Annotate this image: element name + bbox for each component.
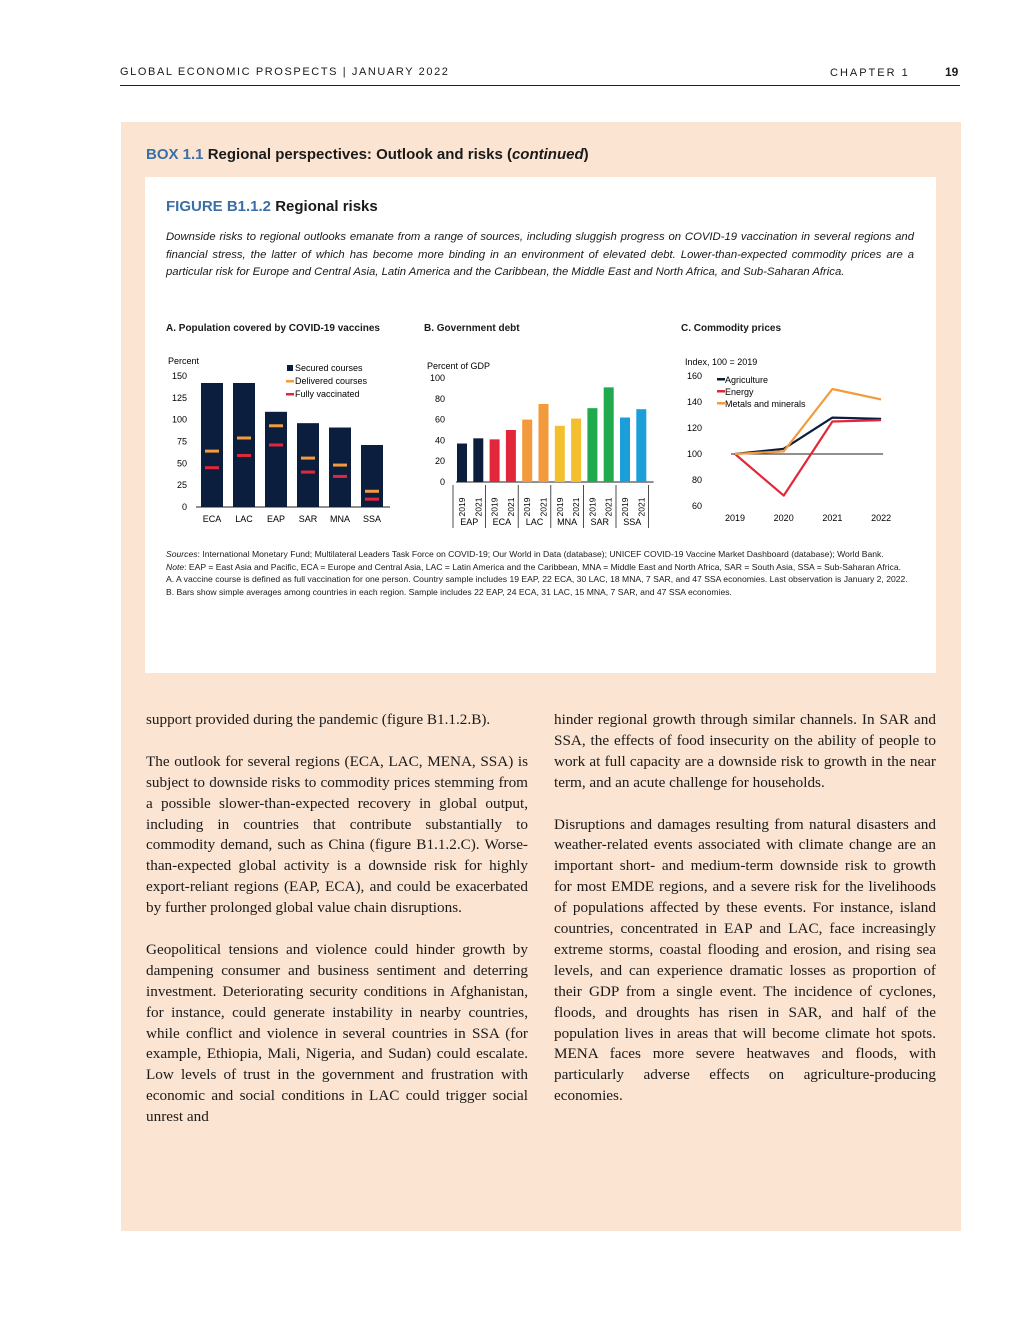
- x-tick-label: 2022: [871, 513, 892, 523]
- chapter-label: CHAPTER 1: [830, 67, 910, 79]
- bar-eca-2019: [490, 439, 500, 482]
- legend-swatch: [287, 365, 293, 371]
- x-tick-label: 2020: [773, 513, 794, 523]
- legend-swatch: [286, 380, 294, 383]
- chart-c: [680, 352, 920, 532]
- y-tick-label: 125: [171, 392, 187, 403]
- box-title-text: Regional perspectives: Outlook and risks (: [207, 146, 512, 163]
- legend-label: Energy: [725, 387, 754, 397]
- box-title: [146, 146, 589, 163]
- marker-delivered-sar: [301, 457, 315, 460]
- marker-vaccinated-sar: [301, 471, 315, 474]
- header-rule: [120, 85, 960, 86]
- chart-a-title: A. Population covered by COVID-19 vaccines: [166, 323, 380, 334]
- group-label: ECA: [492, 517, 512, 527]
- chart-b-y-label: Percent of GDP: [427, 361, 491, 371]
- marker-vaccinated-eca: [205, 466, 219, 469]
- y-tick-label: 100: [171, 414, 187, 425]
- sources-label: Sources: [166, 549, 198, 559]
- notes-b: B. Bars show simple averages among countries in each region. Sample includes 22 EAP, 24 ECA, 31 LAC, 15 MNA, 7 SAR, and 47 SSA economies.: [166, 587, 732, 598]
- sources-text: : International Monetary Fund; Multilateral Leaders Task Force on COVID-19; Our World in Data (database); UNICEF COVID-19 Vaccine Market Dashboard (database); World Bank.: [197, 549, 884, 559]
- x-tick-label: EAP: [266, 514, 286, 524]
- chart-a: [160, 352, 400, 532]
- body-paragraph: Geopolitical tensions and violence could hinder growth by dampening consumer and business sentiment and deterring investment. Deteriorating security conditions in Afghanistan, for instance, could generate instability in nearby countries, while conflict and violence in several countries in SSA (for example, Ethiopia, Mali, Nigeria, and Sudan) could escalate. Low levels of trust in the government and frustration with economic and social conditions in LAC could trigger social unrest and: [146, 940, 528, 1126]
- marker-vaccinated-eap: [269, 443, 283, 446]
- x-tick-label: 2019: [587, 497, 598, 517]
- figure-title: [166, 198, 378, 215]
- marker-delivered-eap: [269, 424, 283, 427]
- bar-ssa-2019: [620, 418, 630, 482]
- line-agriculture: [735, 418, 881, 454]
- figure-notes: [166, 548, 914, 599]
- notes-sources: [166, 548, 914, 561]
- x-tick-label: 2021: [822, 513, 843, 523]
- body-column-right: [554, 710, 936, 1128]
- y-tick-label: 0: [181, 502, 187, 512]
- y-tick-label: 20: [434, 456, 445, 467]
- body-paragraph: The outlook for several regions (ECA, LAC, MENA, SSA) is subject to downside risks to commodity prices stemming from a possible slower-than-expected recovery in global output, including in countries that contribute substantially to commodity demand, such as China (figure B1.1.2.C). Worse-than-expected global activity is a downside risk for highly export-reliant regions (EAP, ECA), and could be exacerbated by further prolonged global value chain disruptions.: [146, 752, 528, 917]
- y-tick-label: 140: [686, 397, 702, 407]
- figure-description: Downside risks to regional outlooks emanate from a range of sources, including sluggish progress on COVID-19 vaccination in several regions and financial stress, the latter of which has become more binding in an environment of elevated debt. Lower-than-expected commodity prices are a particular risk for Europe and Central Asia, Latin America and the Caribbean, the Middle East and North Africa, and Sub-Saharan Africa.: [166, 231, 914, 278]
- bar-ssa-2021: [636, 409, 646, 482]
- y-tick-label: 50: [176, 458, 187, 469]
- y-tick-label: 100: [429, 373, 445, 383]
- marker-vaccinated-ssa: [365, 498, 379, 501]
- body-paragraph: hinder regional growth through similar channels. In SAR and SSA, the effects of food insecurity on the ability of people to work at full capacity are a downside risk to growth in the near term, and an acute challenge for households.: [554, 711, 936, 791]
- body-paragraph: Disruptions and damages resulting from natural disasters and weather-related events associated with climate change are an important short- and medium-term downside risk to growth for most EMDE regions, and a severe risk for the livelihoods of populations affected by these events. For instance, island countries, concentrated in EAP and LAC, face increasingly extreme storms, coastal flooding and erosion, and rising sea levels, and can experience dramatic losses as proportion of their GDP from a single event. The incidence of cyclones, floods, and droughts has risen in SAR, and half of the population lives in areas that will become climate hot spots. MENA faces more severe heatwaves and floods, with particularly adverse effects on agriculture-producing economies.: [554, 815, 936, 1105]
- x-tick-label: MNA: [330, 514, 350, 524]
- note-label: Note: [166, 561, 185, 572]
- x-tick-label: 2021: [603, 497, 614, 517]
- y-tick-label: 25: [176, 480, 187, 491]
- group-label: SSA: [623, 517, 642, 527]
- legend-label: Metals and minerals: [725, 399, 806, 409]
- box-number: BOX 1.1: [146, 146, 204, 163]
- chart-b: [420, 352, 660, 537]
- group-label: MNA: [557, 517, 578, 527]
- chart-c-title: C. Commodity prices: [681, 323, 782, 334]
- x-tick-label: 2019: [620, 497, 630, 517]
- note-text: : EAP = East Asia and Pacific, ECA = Europe and Central Asia, LAC = Latin America and the Caribbean, MNA = Middle East and North Africa, SAR = South Asia, SSA = Sub-Saharan Africa.: [184, 561, 902, 572]
- box-title-close: ): [583, 146, 589, 163]
- bar-mna-2021: [571, 419, 581, 482]
- marker-delivered-lac: [237, 437, 251, 440]
- y-tick-label: 100: [686, 449, 702, 459]
- marker-delivered-ssa: [365, 490, 379, 493]
- legend-label: Secured courses: [295, 363, 363, 373]
- y-tick-label: 75: [176, 436, 187, 447]
- y-tick-label: 80: [691, 475, 702, 485]
- chart-a-y-label: Percent: [168, 356, 200, 366]
- x-tick-label: 2019: [457, 497, 467, 517]
- marker-delivered-eca: [205, 450, 219, 453]
- legend-swatch: [717, 390, 725, 393]
- y-tick-label: 150: [171, 371, 187, 381]
- box-title-italic: continued: [511, 146, 584, 163]
- x-tick-label: 2019: [522, 497, 533, 517]
- legend-swatch: [717, 402, 725, 405]
- y-tick-label: 160: [686, 371, 702, 381]
- x-tick-label: 2021: [538, 497, 549, 517]
- bar-sar-2019: [587, 408, 597, 482]
- x-tick-label: 2021: [505, 497, 516, 517]
- line-energy: [735, 420, 881, 495]
- x-tick-label: 2019: [554, 497, 565, 517]
- group-label: SAR: [590, 517, 609, 527]
- bar-eap-2021: [473, 438, 483, 482]
- x-tick-label: 2021: [571, 497, 582, 517]
- bar-mna-2019: [555, 426, 565, 482]
- bar-sar-2021: [604, 387, 614, 482]
- legend-label: Fully vaccinated: [295, 389, 360, 399]
- x-tick-label: LAC: [235, 514, 253, 524]
- y-tick-label: 80: [434, 393, 445, 404]
- x-tick-label: 2021: [636, 497, 647, 517]
- bar-secured-sar: [297, 423, 319, 507]
- body-paragraph: support provided during the pandemic (figure B1.1.2.B).: [146, 711, 491, 728]
- body-column-left: [146, 710, 528, 1149]
- chart-b-title: B. Government debt: [424, 323, 520, 334]
- marker-delivered-mna: [333, 464, 347, 467]
- group-label: EAP: [460, 517, 479, 527]
- y-tick-label: 40: [434, 435, 445, 446]
- bar-secured-lac: [233, 383, 255, 507]
- marker-vaccinated-lac: [237, 454, 251, 457]
- legend-label: Agriculture: [725, 375, 769, 385]
- bar-lac-2019: [522, 420, 532, 482]
- x-tick-label: 2019: [489, 497, 500, 517]
- running-header: GLOBAL ECONOMIC PROSPECTS | JANUARY 2022: [120, 66, 450, 78]
- x-tick-label: SSA: [362, 514, 382, 524]
- figure-title-text: Regional risks: [275, 198, 378, 215]
- bar-secured-eca: [201, 383, 223, 507]
- legend-swatch: [717, 378, 725, 381]
- bar-lac-2021: [539, 404, 549, 482]
- group-label: LAC: [525, 517, 544, 527]
- chart-c-y-label: Index, 100 = 2019: [685, 357, 758, 367]
- bar-eap-2019: [457, 444, 467, 482]
- marker-vaccinated-mna: [333, 475, 347, 478]
- notes-note: [166, 561, 914, 574]
- legend-label: Delivered courses: [295, 376, 368, 386]
- y-tick-label: 0: [439, 477, 445, 487]
- x-tick-label: SAR: [298, 514, 318, 524]
- y-tick-label: 60: [691, 501, 702, 511]
- x-tick-label: ECA: [202, 514, 222, 524]
- bar-eca-2021: [506, 430, 516, 482]
- legend-swatch: [286, 393, 294, 396]
- x-tick-label: 2019: [724, 513, 746, 523]
- y-tick-label: 120: [686, 423, 702, 433]
- page-number: 19: [945, 65, 959, 79]
- y-tick-label: 60: [434, 414, 445, 425]
- figure-number: FIGURE B1.1.2: [166, 198, 272, 215]
- x-tick-label: 2021: [473, 497, 484, 517]
- notes-a: A. A vaccine course is defined as full vaccination for one person. Country sample includes 19 EAP, 22 ECA, 30 LAC, 18 MNA, 7 SAR, and 47 SSA economies. Last observation is January 2, 2022.: [166, 574, 908, 585]
- bar-secured-mna: [329, 428, 351, 507]
